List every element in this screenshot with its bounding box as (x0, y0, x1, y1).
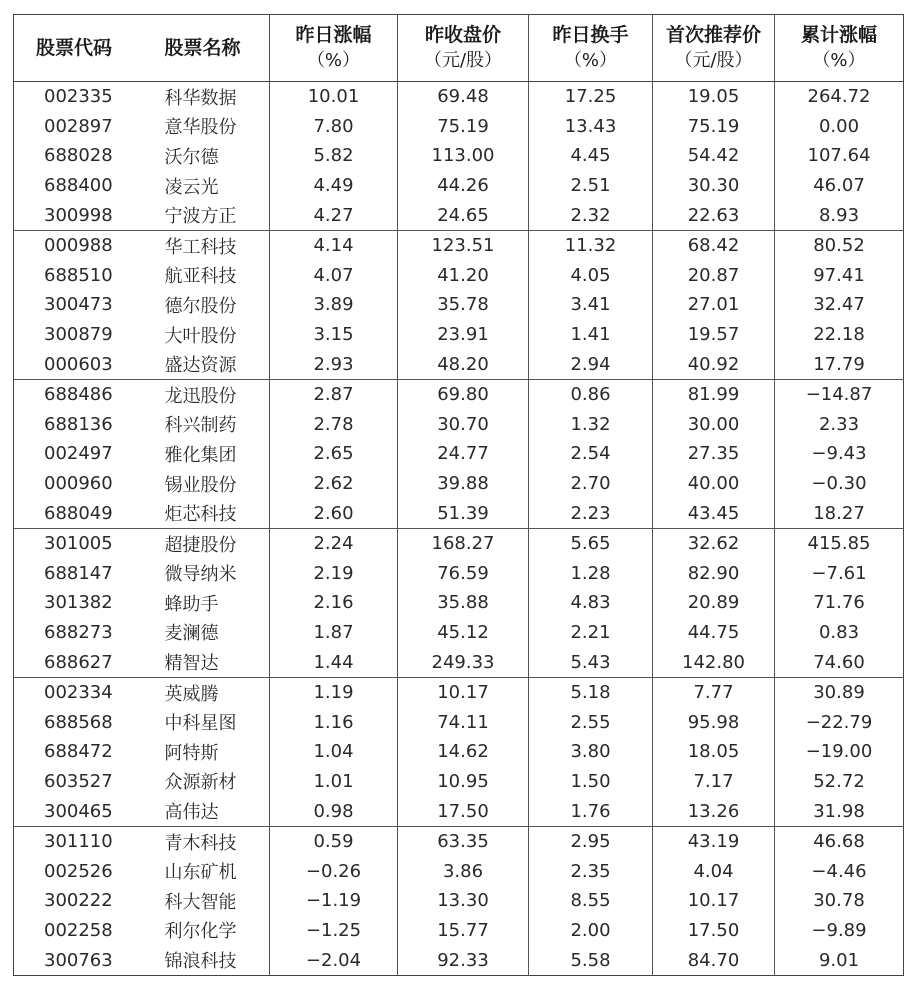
cell-daily-change: 2.19 (270, 559, 398, 589)
cell-close-price: 123.51 (398, 230, 529, 260)
cell-recommend-price: 4.04 (653, 856, 775, 886)
header-close-price-unit: （元/股） (423, 50, 503, 71)
table-row (14, 469, 904, 499)
cell-stock-code: 002526 (44, 860, 113, 882)
table-row (14, 945, 904, 975)
cell-turnover: 1.41 (529, 320, 653, 350)
cell-turnover: 2.21 (529, 618, 653, 648)
cell-daily-change: −1.19 (270, 886, 398, 916)
cell-stock-code: 002258 (44, 919, 113, 941)
cell-daily-change: 2.62 (270, 469, 398, 499)
cell-cumulative-change: 30.89 (775, 677, 904, 707)
cell-daily-change: 7.80 (270, 112, 398, 142)
cell-close-price: 35.88 (398, 588, 529, 618)
table-header (14, 15, 904, 82)
cell-recommend-price: 40.00 (653, 469, 775, 499)
cell-close-price: 113.00 (398, 141, 529, 171)
table-row (14, 82, 904, 112)
table-row (14, 559, 904, 589)
cell-cumulative-change: 46.07 (775, 171, 904, 201)
cell-close-price: 92.33 (398, 945, 529, 975)
cell-cumulative-change: 46.68 (775, 826, 904, 856)
table-row (14, 886, 904, 916)
cell-stock-name: 青木科技 (164, 832, 237, 854)
cell-stock-name: 德尔股份 (164, 295, 237, 317)
cell-stock-name: 雅化集团 (164, 444, 237, 466)
cell-stock-code: 301382 (44, 592, 113, 614)
cell-daily-change: 1.01 (270, 767, 398, 797)
table-row (14, 707, 904, 737)
header-stock-name-label: 股票名称 (164, 36, 241, 59)
cell-daily-change: 1.04 (270, 737, 398, 767)
cell-turnover: 3.41 (529, 290, 653, 320)
cell-cumulative-change: 2.33 (775, 410, 904, 440)
cell-cumulative-change: 97.41 (775, 261, 904, 291)
cell-stock-code: 300473 (44, 294, 113, 316)
cell-stock-name: 科大智能 (164, 891, 237, 913)
cell-stock-code: 300222 (44, 890, 113, 912)
cell-daily-change: −1.25 (270, 916, 398, 946)
cell-stock-code: 688472 (44, 741, 113, 763)
cell-stock-name: 科华数据 (164, 87, 237, 109)
cell-turnover: 1.76 (529, 796, 653, 826)
cell-stock-name: 高伟达 (143, 796, 270, 826)
cell-stock-code: 301005 (44, 533, 113, 555)
cell-cumulative-change: −9.43 (775, 439, 904, 469)
cell-cumulative-change: 0.83 (775, 618, 904, 648)
cell-close-price: 35.78 (398, 290, 529, 320)
cell-cumulative-change: 32.47 (775, 290, 904, 320)
cell-daily-change: 4.27 (270, 200, 398, 230)
cell-stock-name: 蜂助手 (164, 593, 219, 615)
cell-cumulative-change: 264.72 (775, 82, 904, 112)
cell-daily-change: 1.87 (270, 618, 398, 648)
cell-stock-code: 688147 (44, 562, 113, 584)
cell-turnover: 5.65 (529, 528, 653, 558)
table-row (14, 916, 904, 946)
cell-turnover: 4.05 (529, 261, 653, 291)
cell-recommend-price: 7.77 (653, 677, 775, 707)
cell-close-price: 63.35 (398, 826, 529, 856)
cell-recommend-price: 7.17 (653, 767, 775, 797)
cell-recommend-price: 81.99 (653, 379, 775, 409)
cell-recommend-price: 30.30 (653, 171, 775, 201)
table-row (14, 737, 904, 767)
cell-stock-code: 603527 (44, 770, 113, 792)
cell-close-price: 45.12 (398, 618, 529, 648)
table-row (14, 618, 904, 648)
cell-daily-change: 10.01 (270, 82, 398, 112)
cell-turnover: 2.55 (529, 707, 653, 737)
table-row (14, 826, 904, 856)
table-row (14, 677, 904, 707)
table-row (14, 439, 904, 469)
cell-stock-name: 华工科技 (164, 236, 237, 258)
header-daily-change-title: 昨日涨幅 (295, 24, 372, 46)
cell-close-price: 249.33 (398, 647, 529, 677)
cell-cumulative-change: −14.87 (775, 379, 904, 409)
cell-close-price: 39.88 (398, 469, 529, 499)
cell-recommend-price: 75.19 (653, 112, 775, 142)
cell-stock-name: 利尔化学 (164, 921, 237, 943)
cell-stock-name: 科兴制药 (164, 415, 237, 437)
header-turnover (529, 15, 653, 82)
cell-recommend-price: 68.42 (653, 230, 775, 260)
table-row (14, 856, 904, 886)
cell-stock-name: 超捷股份 (164, 534, 237, 556)
cell-recommend-price: 30.00 (653, 410, 775, 440)
cell-stock-name: 大叶股份 (164, 325, 237, 347)
cell-recommend-price: 17.50 (653, 916, 775, 946)
cell-recommend-price: 43.45 (653, 498, 775, 528)
cell-stock-code: 688486 (44, 384, 113, 406)
header-cumulative-change-title: 累计涨幅 (800, 24, 877, 46)
cell-stock-code: 688136 (44, 413, 113, 435)
stock-table-container (13, 14, 903, 976)
cell-turnover: 2.32 (529, 200, 653, 230)
cell-cumulative-change: 31.98 (775, 796, 904, 826)
cell-stock-name: 精智达 (143, 647, 270, 677)
cell-stock-name: 麦澜德 (164, 623, 219, 645)
cell-stock-name: 龙迅股份 (164, 385, 237, 407)
cell-stock-name: 山东矿机 (164, 862, 237, 884)
cell-daily-change: 4.07 (270, 261, 398, 291)
cell-recommend-price: 44.75 (653, 618, 775, 648)
cell-cumulative-change: 74.60 (775, 647, 904, 677)
cell-recommend-price: 18.05 (653, 737, 775, 767)
cell-stock-name: 众源新材 (164, 772, 237, 794)
header-daily-change (270, 15, 398, 82)
cell-stock-name: 航亚科技 (164, 266, 237, 288)
cell-stock-name: 盛达资源 (143, 349, 270, 379)
cell-stock-code: 000988 (44, 235, 113, 257)
cell-cumulative-change: −22.79 (775, 707, 904, 737)
cell-turnover: 2.54 (529, 439, 653, 469)
cell-recommend-price: 20.87 (653, 261, 775, 291)
cell-turnover: 2.94 (529, 349, 653, 379)
cell-recommend-price: 20.89 (653, 588, 775, 618)
cell-close-price: 30.70 (398, 410, 529, 440)
cell-recommend-price: 27.35 (653, 439, 775, 469)
cell-turnover: 4.83 (529, 588, 653, 618)
table-row (14, 410, 904, 440)
header-close-price-title: 昨收盘价 (424, 24, 501, 46)
cell-recommend-price: 32.62 (653, 528, 775, 558)
cell-stock-name: 阿特斯 (164, 742, 219, 764)
cell-cumulative-change: −9.89 (775, 916, 904, 946)
cell-daily-change: 2.24 (270, 528, 398, 558)
cell-stock-name: 锦浪科技 (164, 951, 237, 973)
cell-close-price: 10.95 (398, 767, 529, 797)
cell-turnover: 13.43 (529, 112, 653, 142)
cell-daily-change: 1.44 (270, 647, 398, 677)
cell-stock-code: 000603 (14, 349, 143, 379)
cell-daily-change: 4.14 (270, 230, 398, 260)
cell-stock-name: 微导纳米 (164, 564, 237, 586)
cell-turnover: 5.43 (529, 647, 653, 677)
cell-daily-change: 2.16 (270, 588, 398, 618)
header-stock-code-label: 股票代码 (36, 36, 113, 59)
cell-recommend-price: 19.05 (653, 82, 775, 112)
table-body (14, 82, 904, 976)
cell-cumulative-change: 0.00 (775, 112, 904, 142)
header-recommend-price-title: 首次推荐价 (665, 24, 761, 46)
cell-close-price: 3.86 (398, 856, 529, 886)
header-turnover-title: 昨日换手 (552, 24, 629, 46)
cell-daily-change: 0.98 (270, 796, 398, 826)
table-row (14, 498, 904, 528)
cell-cumulative-change: −19.00 (775, 737, 904, 767)
table-row (14, 141, 904, 171)
cell-turnover: 11.32 (529, 230, 653, 260)
cell-turnover: 2.00 (529, 916, 653, 946)
cell-daily-change: −0.26 (270, 856, 398, 886)
cell-close-price: 74.11 (398, 707, 529, 737)
cell-stock-code: 688510 (44, 264, 113, 286)
cell-stock-code: 688049 (14, 498, 143, 528)
cell-cumulative-change: 30.78 (775, 886, 904, 916)
cell-turnover: 17.25 (529, 82, 653, 112)
cell-recommend-price: 43.19 (653, 826, 775, 856)
cell-turnover: 3.80 (529, 737, 653, 767)
cell-close-price: 69.80 (398, 379, 529, 409)
table-row (14, 320, 904, 350)
cell-recommend-price: 19.57 (653, 320, 775, 350)
cell-cumulative-change: −7.61 (775, 559, 904, 589)
cell-recommend-price: 142.80 (653, 647, 775, 677)
cell-cumulative-change: 71.76 (775, 588, 904, 618)
header-turnover-unit: （%） (563, 50, 618, 71)
cell-turnover: 1.28 (529, 559, 653, 589)
cell-stock-code: 688028 (44, 145, 113, 167)
cell-turnover: 2.51 (529, 171, 653, 201)
table-row (14, 230, 904, 260)
cell-cumulative-change: 8.93 (775, 200, 904, 230)
header-row (14, 15, 904, 82)
cell-turnover: 5.58 (529, 945, 653, 975)
cell-recommend-price: 82.90 (653, 559, 775, 589)
table-row (14, 379, 904, 409)
header-stock-name (143, 15, 270, 82)
cell-daily-change: 2.65 (270, 439, 398, 469)
cell-recommend-price: 84.70 (653, 945, 775, 975)
cell-stock-code: 301110 (44, 831, 113, 853)
cell-close-price: 51.39 (398, 498, 529, 528)
table-row (14, 200, 904, 230)
cell-stock-code: 300879 (44, 324, 113, 346)
cell-stock-name: 锡业股份 (164, 474, 237, 496)
cell-cumulative-change: −4.46 (775, 856, 904, 886)
cell-close-price: 168.27 (398, 528, 529, 558)
table-row (14, 112, 904, 142)
cell-close-price: 24.77 (398, 439, 529, 469)
cell-turnover: 2.23 (529, 498, 653, 528)
cell-close-price: 48.20 (398, 349, 529, 379)
cell-recommend-price: 95.98 (653, 707, 775, 737)
cell-daily-change: 3.15 (270, 320, 398, 350)
cell-recommend-price: 13.26 (653, 796, 775, 826)
table-row (14, 261, 904, 291)
header-cumulative-change-unit: （%） (812, 50, 866, 71)
cell-stock-name: 意华股份 (164, 117, 237, 139)
table-row (14, 349, 904, 379)
cell-turnover: 0.86 (529, 379, 653, 409)
cell-daily-change: 2.87 (270, 379, 398, 409)
cell-daily-change: 1.16 (270, 707, 398, 737)
cell-stock-code: 300763 (44, 949, 113, 971)
table-row (14, 796, 904, 826)
cell-close-price: 15.77 (398, 916, 529, 946)
header-daily-change-unit: （%） (306, 50, 361, 71)
cell-stock-code: 300465 (14, 796, 143, 826)
header-stock-code (14, 15, 143, 82)
cell-daily-change: 4.49 (270, 171, 398, 201)
cell-stock-name: 中科星图 (164, 713, 237, 735)
cell-turnover: 4.45 (529, 141, 653, 171)
cell-close-price: 23.91 (398, 320, 529, 350)
cell-close-price: 17.50 (398, 796, 529, 826)
table-row (14, 290, 904, 320)
cell-cumulative-change: 80.52 (775, 230, 904, 260)
cell-close-price: 44.26 (398, 171, 529, 201)
cell-stock-code: 300998 (14, 200, 143, 230)
cell-turnover: 2.35 (529, 856, 653, 886)
cell-turnover: 5.18 (529, 677, 653, 707)
cell-cumulative-change: 9.01 (775, 945, 904, 975)
cell-close-price: 24.65 (398, 200, 529, 230)
cell-stock-code: 688627 (14, 647, 143, 677)
table-row (14, 767, 904, 797)
header-recommend-price (653, 15, 775, 82)
table-row (14, 647, 904, 677)
table-row (14, 171, 904, 201)
cell-cumulative-change: 415.85 (775, 528, 904, 558)
cell-close-price: 13.30 (398, 886, 529, 916)
cell-close-price: 14.62 (398, 737, 529, 767)
cell-turnover: 8.55 (529, 886, 653, 916)
header-close-price (398, 15, 529, 82)
cell-stock-code: 688273 (44, 621, 113, 643)
cell-stock-code: 002335 (44, 86, 113, 108)
stock-recommendation-table (13, 14, 904, 976)
cell-recommend-price: 22.63 (653, 200, 775, 230)
header-recommend-price-unit: （元/股） (674, 50, 753, 71)
cell-stock-name: 英威腾 (164, 683, 219, 705)
cell-close-price: 69.48 (398, 82, 529, 112)
cell-stock-name: 凌云光 (164, 176, 219, 198)
cell-recommend-price: 10.17 (653, 886, 775, 916)
cell-turnover: 1.32 (529, 410, 653, 440)
header-cumulative-change (775, 15, 904, 82)
cell-close-price: 76.59 (398, 559, 529, 589)
cell-turnover: 1.50 (529, 767, 653, 797)
table-row (14, 588, 904, 618)
cell-daily-change: 2.78 (270, 410, 398, 440)
cell-stock-code: 688568 (44, 711, 113, 733)
cell-cumulative-change: 52.72 (775, 767, 904, 797)
cell-daily-change: 2.93 (270, 349, 398, 379)
cell-close-price: 75.19 (398, 112, 529, 142)
cell-daily-change: 0.59 (270, 826, 398, 856)
cell-stock-code: 002497 (44, 443, 113, 465)
cell-stock-name: 炬芯科技 (143, 498, 270, 528)
cell-cumulative-change: 107.64 (775, 141, 904, 171)
cell-stock-code: 000960 (44, 473, 113, 495)
cell-recommend-price: 54.42 (653, 141, 775, 171)
cell-cumulative-change: −0.30 (775, 469, 904, 499)
cell-daily-change: 1.19 (270, 677, 398, 707)
cell-stock-code: 002334 (44, 682, 113, 704)
cell-recommend-price: 27.01 (653, 290, 775, 320)
cell-stock-name: 沃尔德 (164, 146, 219, 168)
cell-daily-change: 3.89 (270, 290, 398, 320)
cell-daily-change: 5.82 (270, 141, 398, 171)
cell-turnover: 2.70 (529, 469, 653, 499)
cell-close-price: 10.17 (398, 677, 529, 707)
cell-stock-name: 宁波方正 (143, 200, 270, 230)
cell-stock-code: 002897 (44, 115, 113, 137)
table-row (14, 528, 904, 558)
cell-stock-code: 688400 (44, 175, 113, 197)
cell-close-price: 41.20 (398, 261, 529, 291)
cell-cumulative-change: 22.18 (775, 320, 904, 350)
cell-daily-change: −2.04 (270, 945, 398, 975)
cell-daily-change: 2.60 (270, 498, 398, 528)
cell-cumulative-change: 17.79 (775, 349, 904, 379)
cell-recommend-price: 40.92 (653, 349, 775, 379)
cell-turnover: 2.95 (529, 826, 653, 856)
cell-cumulative-change: 18.27 (775, 498, 904, 528)
